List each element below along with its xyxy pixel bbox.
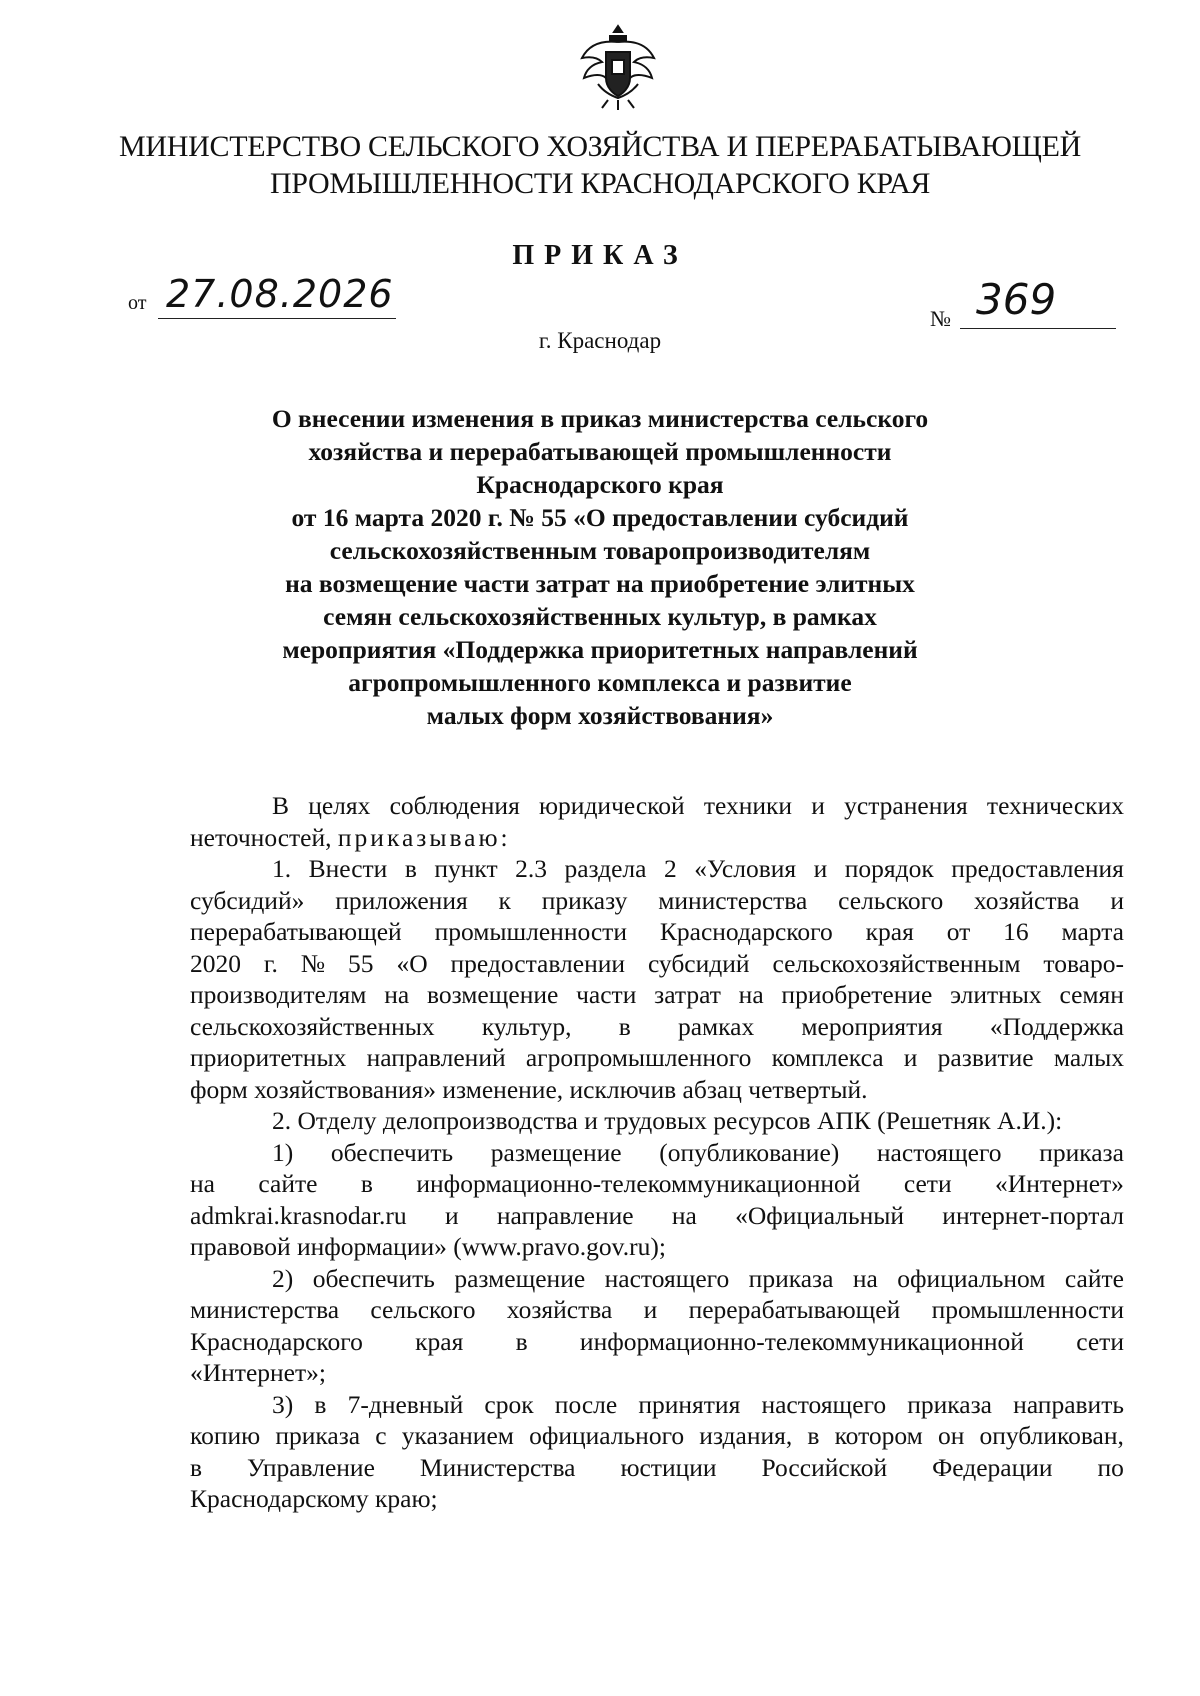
word: на [671,1200,697,1230]
coat-of-arms-icon [578,22,658,112]
word: субсидий [647,948,750,978]
word: «Интернет» [995,1169,1124,1198]
word: информационно-телекоммуникационной [416,1169,861,1198]
word: сельского [838,885,944,915]
body-line [190,1042,1124,1074]
body-line [190,790,1124,822]
date-prefix: от [128,292,147,314]
word: «Условия [694,854,797,883]
word: admkrai.krasnodar.ru [190,1200,407,1230]
word: элитных [950,980,1042,1009]
word: интернет-портал [942,1200,1124,1230]
word: хозяйства [974,885,1080,915]
word: направление [496,1200,634,1230]
word: промышленности [434,917,627,946]
title-line: семян сельскохозяйственных культур, в рамках [323,602,877,631]
title-line: сельскохозяйственным товаропроизводителям [329,536,871,565]
word: приказа [275,1421,361,1450]
word: приказа [748,1263,834,1293]
word: по [1097,1452,1124,1482]
title-line: мероприятия «Поддержка приоритетных направлений [282,635,918,664]
word: соблюдения [389,791,520,820]
word: в [314,1389,327,1419]
word: Краснодарского [659,917,833,946]
body-line [190,1137,1124,1169]
word: приоритетных [190,1043,347,1072]
word: Краснодарского [190,1326,363,1356]
word: указанием [401,1421,514,1450]
word: опубликован, [979,1421,1124,1450]
word: хозяйства [506,1295,613,1324]
word: части [576,980,637,1009]
body-line [190,979,1124,1011]
word: копию [190,1421,261,1450]
word: 1) [272,1137,294,1167]
body-line [190,1168,1124,1200]
date-value: 27.08.2026 [158,270,396,319]
word: 55 [348,948,374,978]
word: перерабатывающей [190,917,402,946]
word: и [811,791,825,820]
word: Внести [308,854,388,883]
word: товаро- [1043,948,1124,978]
word: котором [834,1421,923,1450]
word: № [300,948,326,978]
word: и [444,1200,459,1230]
body-line: Краснодарскому краю; [190,1484,438,1513]
ministry-line-2: ПРОМЫШЛЕННОСТИ КРАСНОДАРСКОГО КРАЯ [269,167,931,200]
word: срок [484,1389,534,1419]
word: Управление [247,1452,375,1482]
ministry-name [60,128,1140,202]
body-line: правовой информации» (www.pravo.gov.ru); [190,1232,666,1261]
city: г. Краснодар [538,328,662,353]
word: технических [986,791,1124,820]
date-field [128,270,394,320]
word: сайте [258,1169,318,1198]
word: техники [703,791,793,820]
word: настоящего [761,1389,887,1419]
word: в [515,1326,528,1356]
title-line: агропромышленного комплекса и развитие [348,668,852,697]
title-line: на возмещение части затрат на приобретение элитных [285,569,915,598]
body-line [190,885,1124,917]
number-prefix: № [930,306,951,331]
word: устранения [844,791,968,820]
word: юстиции [620,1452,717,1482]
word: министерства [190,1295,340,1324]
word: официальном [897,1263,1046,1293]
word: рамках [677,1011,755,1041]
word: направлений [366,1043,506,1072]
word: «О [396,948,428,978]
word: в [190,1452,203,1482]
word: производителям [190,980,367,1009]
word: пункт [434,854,498,883]
word: настоящего [604,1263,730,1293]
word: он [937,1421,965,1450]
word: промышленности [931,1295,1124,1324]
title-line: О внесении изменения в приказ министерства сельского [271,404,929,433]
number-value: 369 [960,272,1116,329]
body-line [190,822,1124,854]
document-body [190,790,1124,1515]
document-type: ПРИКАЗ [512,240,688,271]
body-line [190,1200,1124,1232]
word: размещение [490,1137,622,1167]
body-line [190,1263,1124,1295]
word: от [946,917,971,946]
body-line [190,853,1124,885]
word: 2) [272,1263,294,1293]
word: и [813,854,828,883]
body-line: форм хозяйствования» изменение, исключив абзац четвертый. [190,1074,868,1104]
word: направить [1013,1389,1124,1419]
word: обеспечить [330,1137,454,1167]
word: семян [1059,980,1124,1009]
word: приобретение [781,980,933,1009]
word: к [498,885,511,915]
word: 3) [272,1389,294,1419]
word: в [807,1421,820,1450]
word: приказу [541,885,628,915]
ministry-line-1: МИНИСТЕРСТВО СЕЛЬСКОГО ХОЗЯЙСТВА И ПЕРЕРАБАТЫВАЮЩЕЙ [119,130,1081,163]
body-line [190,1011,1124,1043]
word: Министерства [419,1452,576,1482]
word: перерабатывающей [688,1295,901,1324]
word: приложения [335,885,468,915]
word: сети [903,1169,952,1198]
body-line [190,1452,1124,1484]
word: края [865,917,914,946]
word: 2020 [190,948,241,978]
word: 2 [663,854,677,883]
word: приказа [1039,1137,1124,1167]
order-title [240,402,960,732]
word: сети [1076,1326,1124,1356]
word: сельского [370,1295,476,1324]
word: сельскохозяйственных [190,1011,435,1041]
word: на [384,980,410,1009]
word: предоставления [951,854,1124,883]
word: юридической [539,791,685,820]
word: культур, [481,1011,572,1041]
word: приказа [907,1389,993,1419]
body-line [190,1326,1124,1358]
word: размещение [454,1263,586,1293]
word: на [852,1263,878,1293]
title-line: от 16 марта 2020 г. № 55 «О предоставлении субсидий [291,503,909,532]
word: на [738,980,764,1009]
word: настоящего [876,1137,1002,1167]
word: после [554,1389,618,1419]
word: с [375,1421,387,1450]
word: порядок [844,854,934,883]
word: предоставлении [450,948,626,978]
word: В [272,791,290,820]
word: Федерации [932,1452,1053,1482]
word: министерства [658,885,808,915]
body-line [190,916,1124,948]
body-line [190,948,1124,980]
body-line [190,1389,1124,1421]
word: сельскохозяйственным [772,948,1021,978]
word: затрат [654,980,721,1009]
word: в [404,854,417,883]
word: 7-дневный [347,1389,464,1419]
order-word: приказываю: [337,822,511,852]
word: агропромышленного [525,1043,752,1072]
body-line: 2. Отделу делопроизводства и трудовых ресурсов АПК (Решетняк А.И.): [272,1106,1063,1135]
word: возмещение [426,980,559,1009]
word: развитие [937,1043,1034,1072]
word: (опубликование) [659,1137,840,1167]
word: в [360,1169,373,1198]
word: принятия [638,1389,741,1419]
word: 2.3 [515,854,547,883]
word: мероприятия [801,1011,943,1041]
body-line [190,1294,1124,1326]
word: 1. [272,854,292,883]
title-line: Краснодарского края [476,470,724,499]
word: «Поддержка [989,1011,1124,1041]
title-line: хозяйства и перерабатывающей промышленности [308,437,892,466]
word: субсидий» [190,885,305,915]
word: обеспечить [312,1263,435,1293]
word: и [643,1295,658,1324]
word: раздела [564,854,647,883]
word: марта [1061,917,1124,946]
word: информационно-телекоммуникационной [579,1326,1024,1356]
word: и [1110,885,1124,915]
word: 16 [1003,917,1029,946]
word: сайте [1064,1263,1124,1293]
word: и [903,1043,918,1072]
word: «Официальный [735,1200,905,1230]
title-line: малых форм хозяйствования» [426,701,774,730]
word: издания, [699,1421,793,1450]
word: целях [308,791,371,820]
body-line [190,1420,1124,1452]
word: края [415,1326,464,1356]
body-text: неточностей, [190,822,332,852]
number-field [930,272,1100,334]
word: на [190,1169,215,1198]
word: официального [529,1421,685,1450]
word: комплекса [771,1043,884,1072]
word: г. [263,948,278,978]
word: малых [1053,1043,1124,1072]
word: Российской [761,1452,888,1482]
body-line: «Интернет»; [190,1358,326,1387]
word: в [618,1011,631,1041]
